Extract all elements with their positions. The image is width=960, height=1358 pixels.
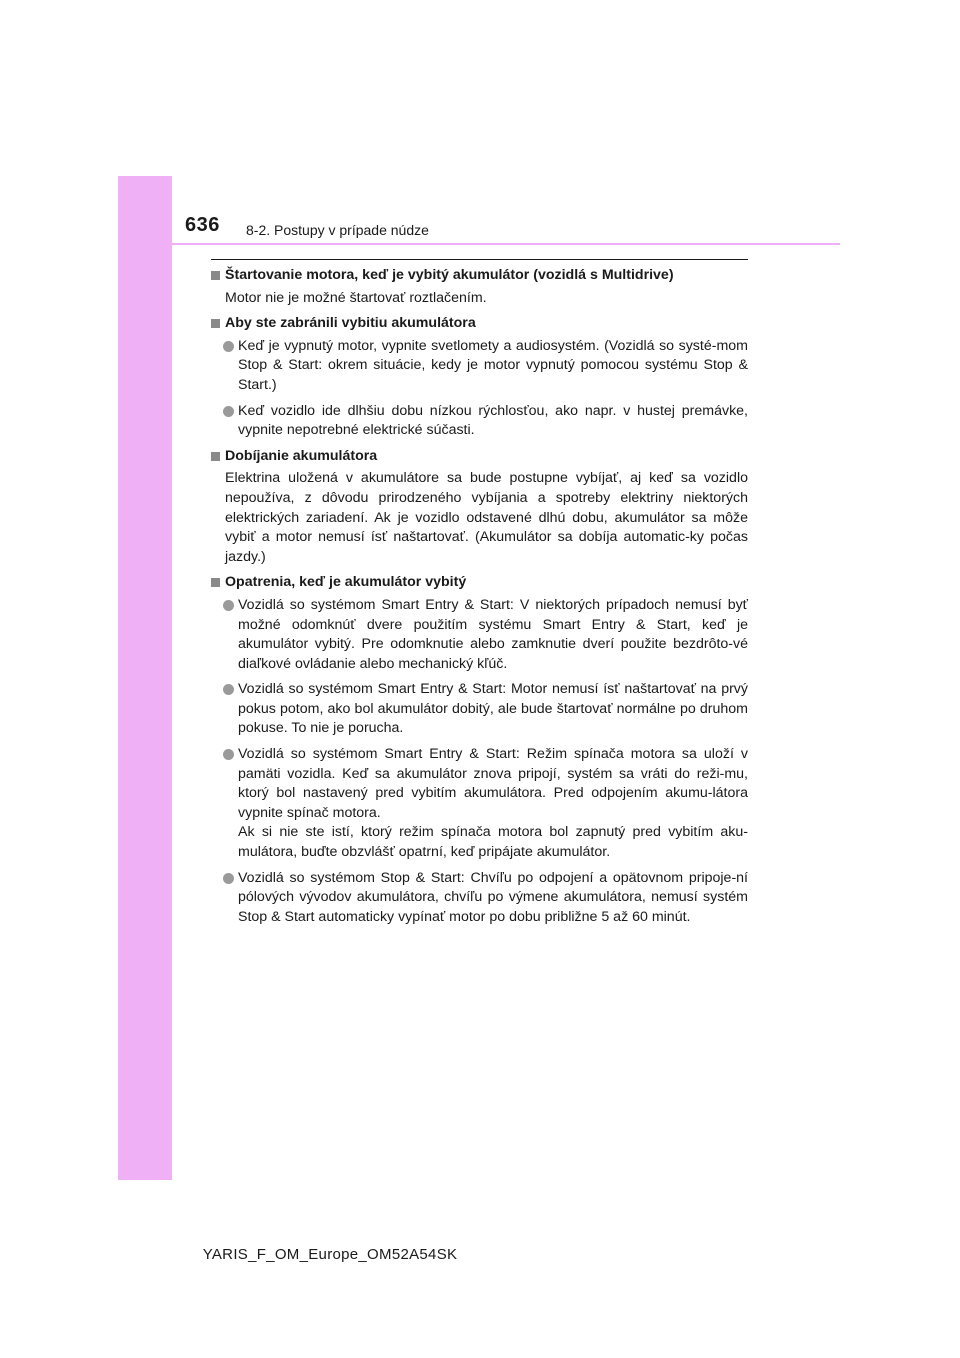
bullet-item: Vozidlá so systémom Smart Entry & Start: V niektorých prípadoch nemusí byť možné odomknúť dvere použitím systému Smart Entry & Start, keď je akumulátor vybitý. Pre odomknutie alebo zamknutie dverí použite bezdrôto-vé diaľkové ovládanie alebo mechanický kľúč. — [211, 596, 748, 674]
chapter-side-tab — [118, 176, 172, 1180]
document-id-footer: YARIS_F_OM_Europe_OM52A54SK — [202, 1246, 458, 1263]
bullet-item: Vozidlá so systémom Smart Entry & Start: Režim spínača motora sa uloží v pamäti vozidla. Keď sa akumulátor znova pripojí, systém sa vráti do reži-mu, ktorý bol nastavený pred vybitím akumulátora. Pred odpojením akumu-látora vypnite spínač motora. Ak si nie ste istí, ktorý režim spínača motora bol zapnutý pred vybitím aku-mulátora, buďte obzvlášť opatrní, keď pripájate akumulátor. — [211, 745, 748, 863]
square-bullet-icon — [211, 578, 220, 587]
section-precautions — [211, 573, 748, 927]
bullet-item: Vozidlá so systémom Smart Entry & Start: Motor nemusí ísť naštartovať na prvý pokus potom, ako bol akumulátor dobitý, ale bude štartovať normálne po druhom pokuse. To nie je porucha. — [211, 680, 748, 739]
bullet-item: Keď vozidlo ide dlhšiu dobu nízkou rýchlosťou, ako napr. v hustej premávke, vypnite nepotrebné elektrické súčasti. — [211, 402, 748, 441]
section-text: Elektrina uložená v akumulátore sa bude postupne vybíjať, aj keď sa vozidlo nepoužíva, z dôvodu prirodzeného vybíjania a spotreby elektriny niektorých elektrických zariadení. Ak je vozidlo odstavené dlhú dobu, akumulátor sa môže vybiť a motor nemusí ísť naštartovať. (Akumulátor sa dobíja automatic-ky počas jazdy.) — [225, 470, 748, 565]
chapter-title: 8-2. Postupy v prípade núdze — [246, 222, 429, 238]
circle-bullet-icon — [223, 684, 234, 695]
circle-bullet-icon — [223, 749, 234, 760]
bullet-item: Keď je vypnutý motor, vypnite svetlomety a audiosystém. (Vozidlá so systé-mom Stop & Start: okrem situácie, kedy je motor vypnutý pomocou systému Stop & Start.) — [211, 337, 748, 396]
section-text: Motor nie je možné štartovať roztlačením. — [225, 289, 487, 306]
section-heading: Opatrenia, keď je akumulátor vybitý — [211, 573, 748, 593]
content-divider — [211, 259, 748, 260]
section-prevent-discharge — [211, 314, 748, 441]
bullet-item: Vozidlá so systémom Stop & Start: Chvíľu po odpojení a opätovnom pripoje-ní pólových vývodov akumulátora, chvíľu po výmene akumulátora, nemusí systém Stop & Start automaticky vypínať motor po dobu približne 5 až 60 minút. — [211, 869, 748, 928]
circle-bullet-icon — [223, 873, 234, 884]
section-heading: Dobíjanie akumulátora — [211, 447, 748, 467]
section-recharging — [211, 447, 748, 568]
section-heading: Štartovanie motora, keď je vybitý akumulátor (vozidlá s Multidrive) — [211, 266, 748, 286]
header-divider — [172, 243, 840, 245]
page-number: 636 — [185, 214, 220, 236]
circle-bullet-icon — [223, 600, 234, 611]
section-battery-start — [211, 266, 748, 308]
page-content — [211, 266, 748, 933]
circle-bullet-icon — [223, 406, 234, 417]
square-bullet-icon — [211, 319, 220, 328]
section-heading: Aby ste zabránili vybitiu akumulátora — [211, 314, 748, 334]
circle-bullet-icon — [223, 341, 234, 352]
square-bullet-icon — [211, 452, 220, 461]
square-bullet-icon — [211, 271, 220, 280]
